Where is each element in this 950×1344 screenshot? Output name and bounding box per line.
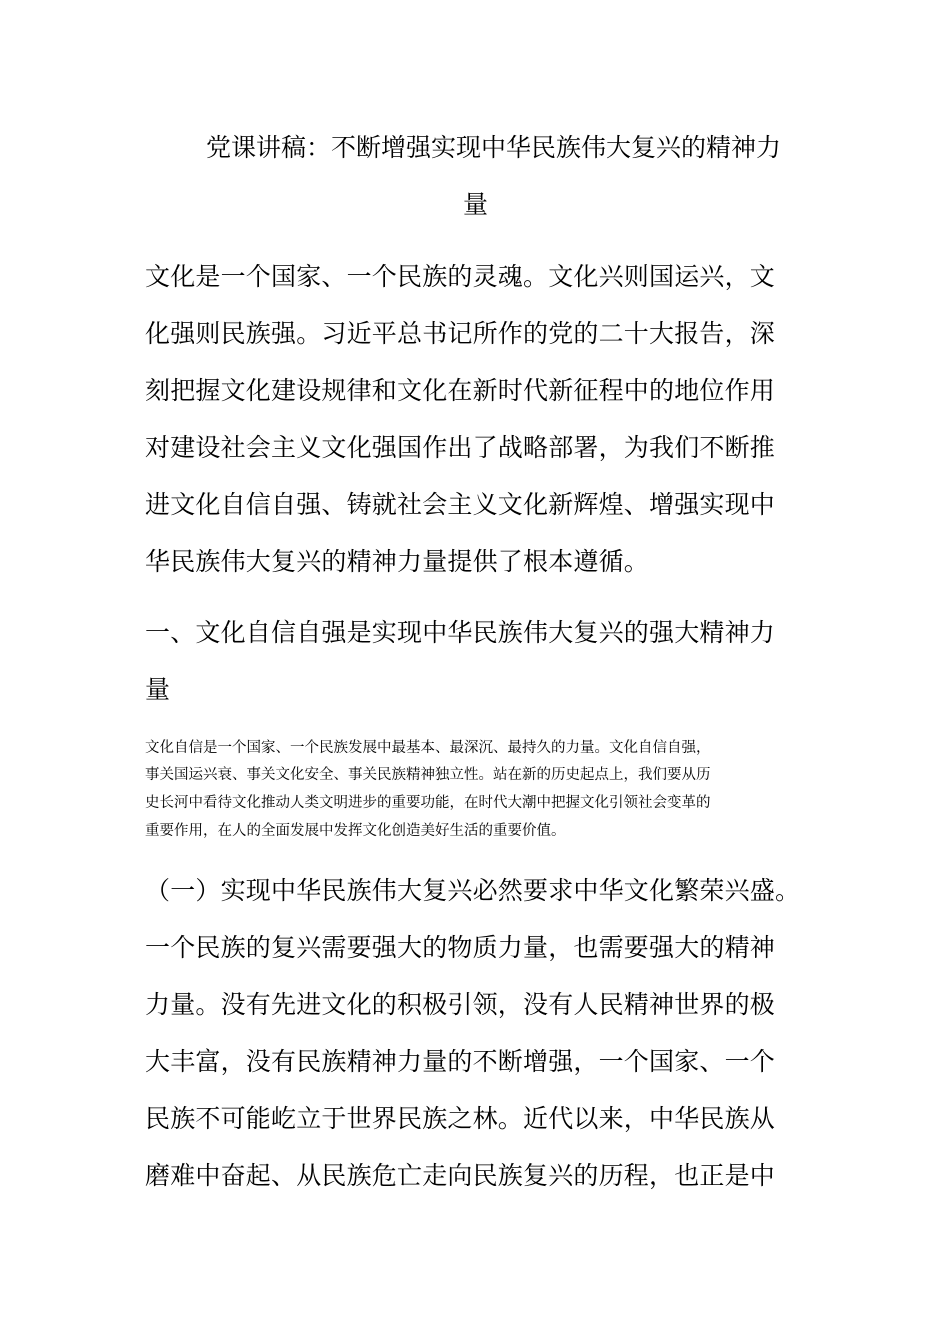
section-heading-line: 量 (145, 675, 171, 704)
subsection-paragraph-line: 民族不可能屹立于世界民族之林。近代以来，中华民族从 (145, 1104, 776, 1133)
subsection-paragraph-line: 一个民族的复兴需要强大的物质力量，也需要强大的精神 (145, 933, 776, 962)
section-summary-line: 重要作用，在人的全面发展中发挥文化创造美好生活的重要价值。 (145, 823, 566, 839)
subsection-paragraph-line: 大丰富，没有民族精神力量的不断增强，一个国家、一个 (145, 1047, 776, 1076)
intro-paragraph-line: 化强则民族强。习近平总书记所作的党的二十大报告，深 (145, 319, 776, 348)
intro-paragraph-line: 刻把握文化建设规律和文化在新时代新征程中的地位作用 (145, 376, 776, 405)
intro-paragraph-line: 华民族伟大复兴的精神力量提供了根本遵循。 (145, 547, 650, 576)
intro-paragraph-line: 文化是一个国家、一个民族的灵魂。文化兴则国运兴，文 (145, 262, 776, 291)
subsection-paragraph-line: （一）实现中华民族伟大复兴必然要求中华文化繁荣兴盛。 (145, 876, 801, 905)
section-summary-line: 文化自信是一个国家、一个民族发展中最基本、最深沉、最持久的力量。文化自信自强， (145, 740, 711, 756)
intro-paragraph-line: 对建设社会主义文化强国作出了战略部署，为我们不断推 (145, 433, 776, 462)
document-title-line-2: 量 (463, 190, 489, 219)
subsection-paragraph-line: 力量。没有先进文化的积极引领，没有人民精神世界的极 (145, 990, 776, 1019)
section-summary-line: 事关国运兴衰、事关文化安全、事关民族精神独立性。站在新的历史起点上，我们要从历 (145, 767, 711, 783)
intro-paragraph-line: 进文化自信自强、铸就社会主义文化新辉煌、增强实现中 (145, 490, 776, 519)
section-heading-line: 一、文化自信自强是实现中华民族伟大复兴的强大精神力 (145, 618, 776, 647)
subsection-paragraph-line: 磨难中奋起、从民族危亡走向民族复兴的历程，也正是中 (145, 1161, 776, 1190)
section-summary-line: 史长河中看待文化推动人类文明进步的重要功能，在时代大潮中把握文化引领社会变革的 (145, 795, 711, 811)
document-title-line-1: 党课讲稿：不断增强实现中华民族伟大复兴的精神力 (206, 133, 782, 162)
